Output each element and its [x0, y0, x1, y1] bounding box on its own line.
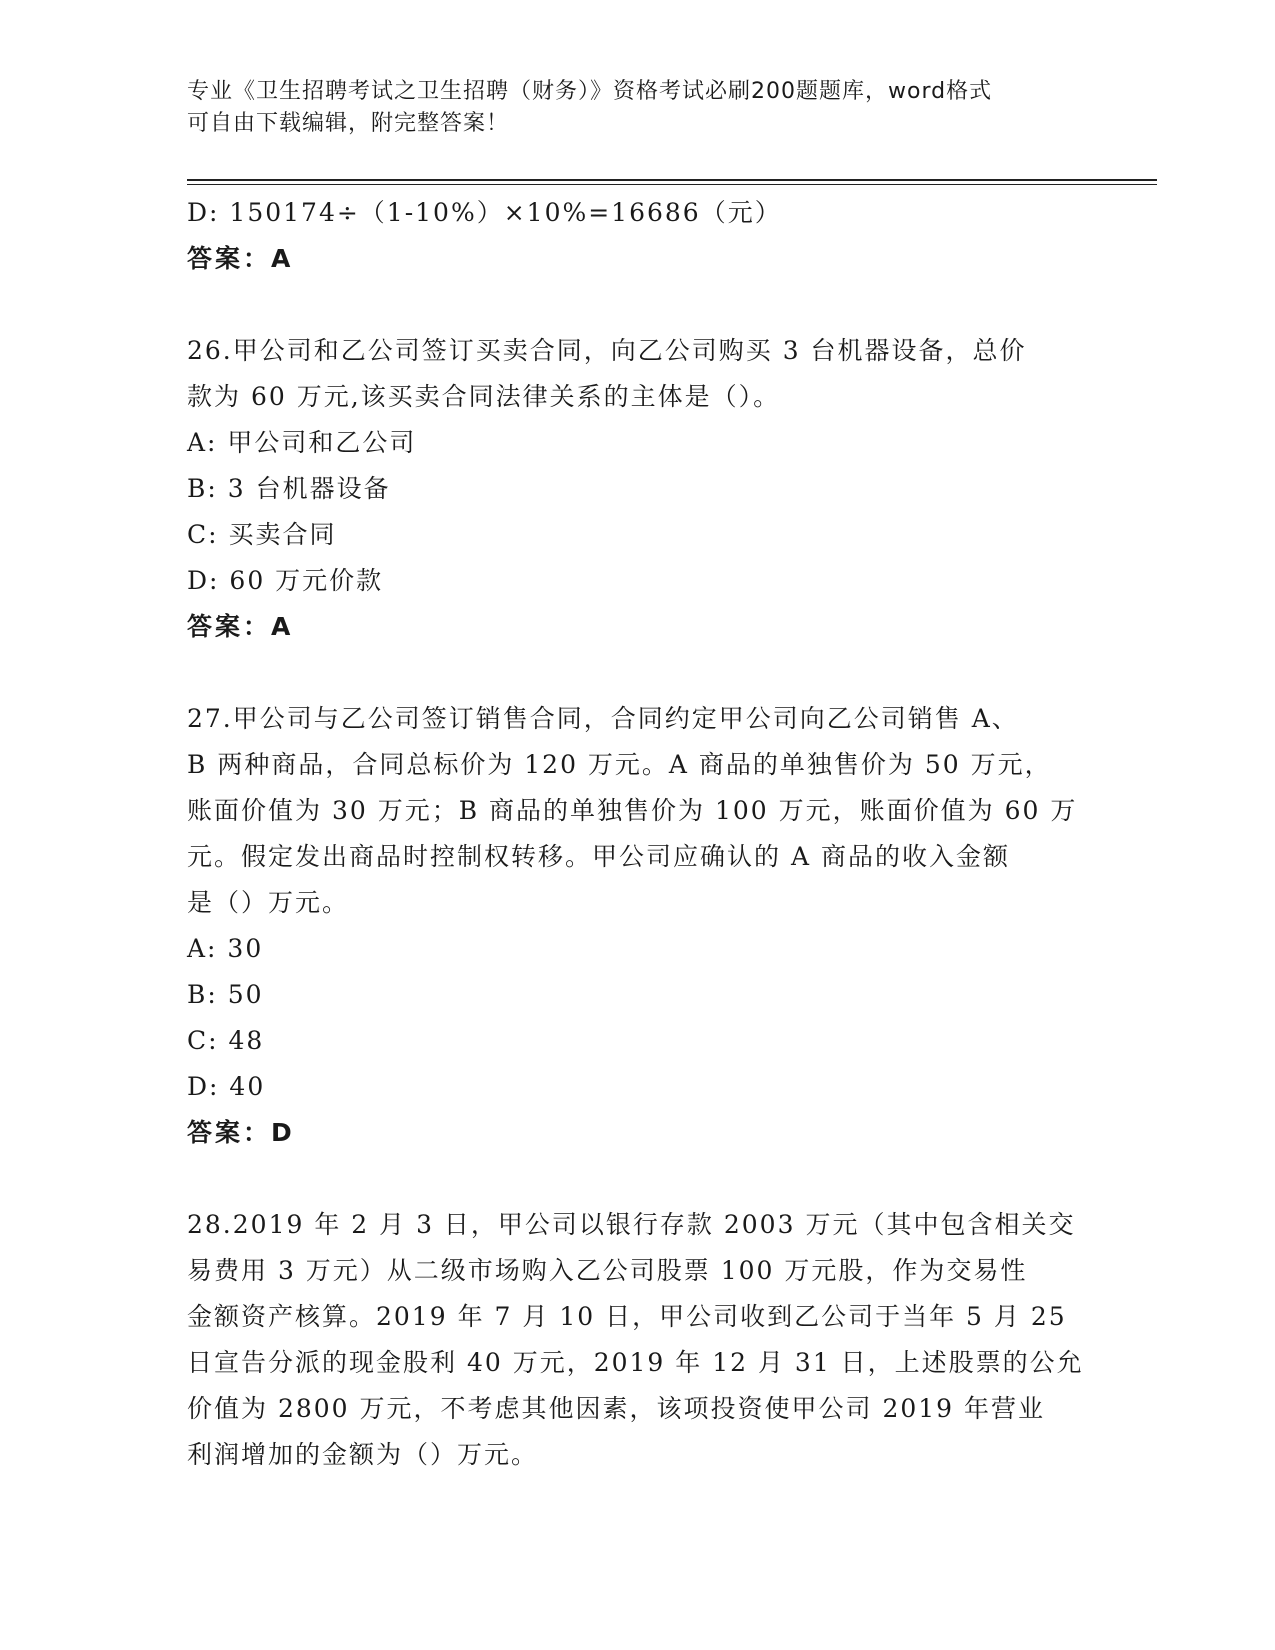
header-rule-thin — [187, 184, 1157, 185]
option-a: A: 甲公司和乙公司 — [187, 428, 417, 457]
question-stem-line: 易费用 3 万元）从二级市场购入乙公司股票 100 万元股，作为交易性 — [187, 1256, 1028, 1285]
option-a: A: 30 — [187, 934, 264, 963]
answer-line: 答案：A — [187, 612, 294, 641]
option-c: C: 买卖合同 — [187, 520, 337, 549]
option-c: C: 48 — [187, 1026, 265, 1055]
previous-question-tail — [187, 190, 1087, 282]
option-d: D: 150174÷（1-10%）×10%=16686（元） — [187, 198, 782, 227]
header-line-2: 可自由下载编辑，附完整答案！ — [187, 111, 510, 136]
question-stem-line: 是（）万元。 — [187, 888, 350, 917]
option-d: D: 40 — [187, 1072, 266, 1101]
question-28 — [187, 1202, 1087, 1478]
question-stem-line: 利润增加的金额为（）万元。 — [187, 1440, 539, 1469]
document-body — [187, 190, 1087, 1478]
question-stem-line: 价值为 2800 万元，不考虑其他因素，该项投资使甲公司 2019 年营业 — [187, 1394, 1046, 1423]
answer-line: 答案：A — [187, 244, 294, 273]
document-header — [187, 76, 1087, 140]
header-line-1: 专业《卫生招聘考试之卫生招聘（财务）》资格考试必刷200题题库，word格式 — [187, 79, 993, 104]
spacer — [187, 650, 1087, 696]
option-b: B: 50 — [187, 980, 264, 1009]
question-stem-line: 金额资产核算。2019 年 7 月 10 日，甲公司收到乙公司于当年 5 月 25 — [187, 1302, 1067, 1331]
question-stem-line: 26.甲公司和乙公司签订买卖合同，向乙公司购买 3 台机器设备，总价 — [187, 336, 1027, 365]
question-stem-line: 款为 60 万元,该买卖合同法律关系的主体是（）。 — [187, 382, 781, 411]
option-b: B: 3 台机器设备 — [187, 474, 391, 503]
answer-line: 答案：D — [187, 1118, 295, 1147]
question-stem-line: 27.甲公司与乙公司签订销售合同，合同约定甲公司向乙公司销售 A、 — [187, 704, 1019, 733]
spacer — [187, 282, 1087, 328]
header-rule-thick — [187, 179, 1157, 181]
question-stem-line: B 两种商品，合同总标价为 120 万元。A 商品的单独售价为 50 万元， — [187, 750, 1052, 779]
option-d: D: 60 万元价款 — [187, 566, 384, 595]
spacer — [187, 1156, 1087, 1202]
question-stem-line: 日宣告分派的现金股利 40 万元，2019 年 12 月 31 日，上述股票的公允 — [187, 1348, 1084, 1377]
question-stem-line: 元。假定发出商品时控制权转移。甲公司应确认的 A 商品的收入金额 — [187, 842, 1010, 871]
question-27 — [187, 696, 1087, 1156]
question-stem-line: 28.2019 年 2 月 3 日，甲公司以银行存款 2003 万元（其中包含相关交 — [187, 1210, 1076, 1239]
question-26 — [187, 328, 1087, 650]
question-stem-line: 账面价值为 30 万元；B 商品的单独售价为 100 万元，账面价值为 60 万 — [187, 796, 1078, 825]
